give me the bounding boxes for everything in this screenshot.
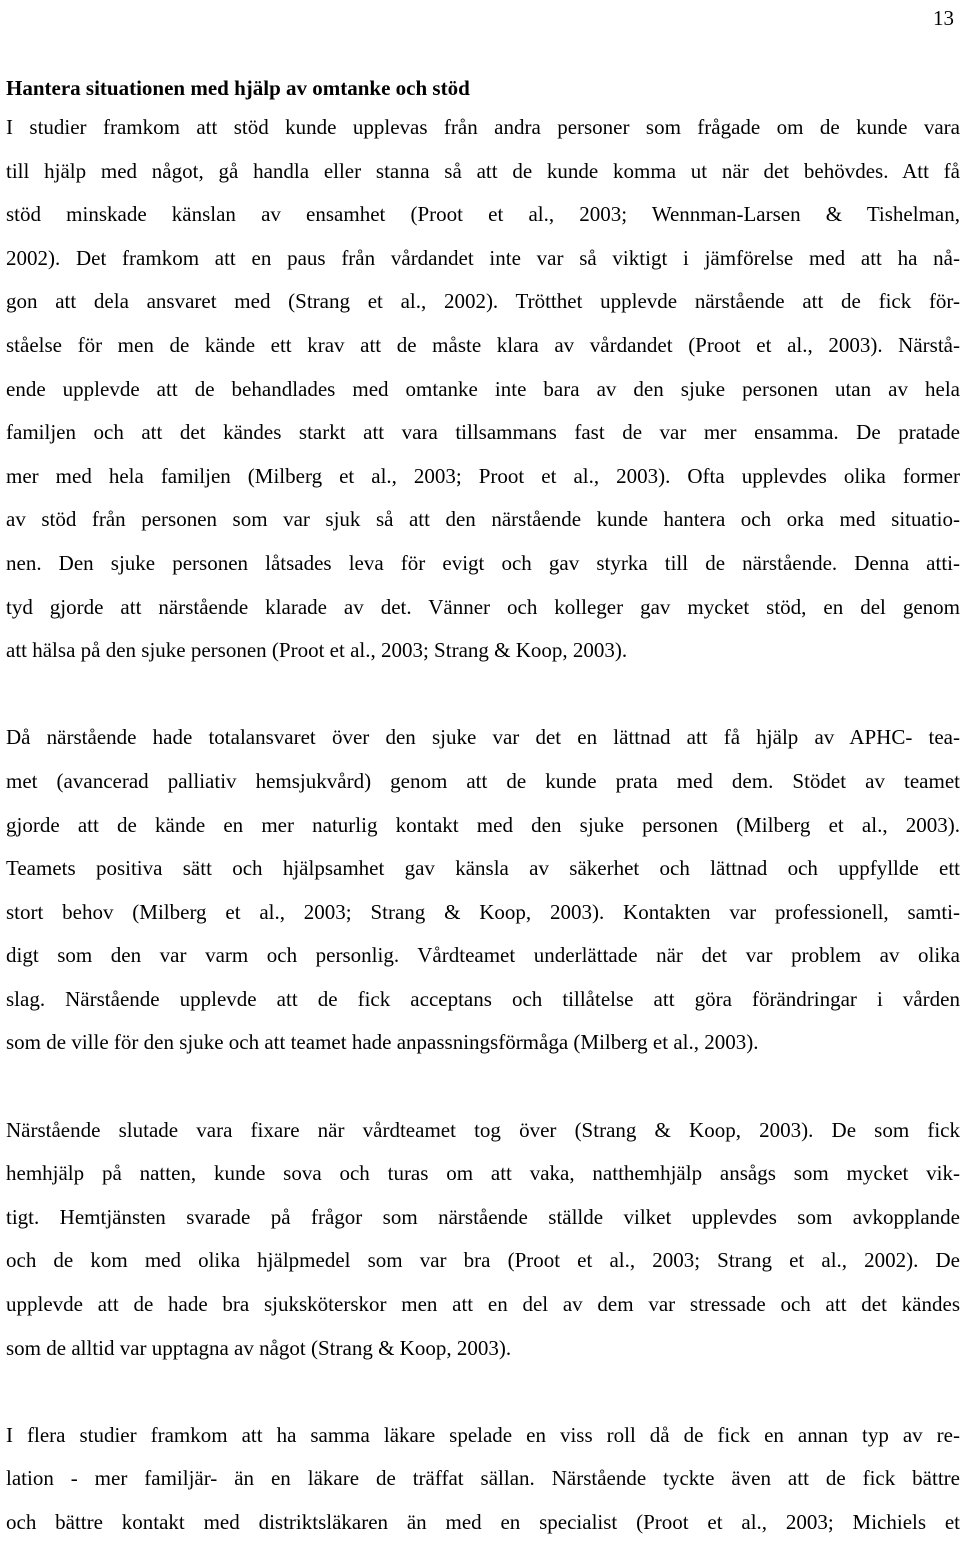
text-line: gon att dela ansvaret med (Strang et al., 2002). Trötthet upplevde närstående att de fick för- xyxy=(6,289,960,314)
paragraph-4 xyxy=(6,1414,960,1545)
text-line: lation - mer familjär- än en läkare de träffat sällan. Närstående tyckte även att de fick bättre xyxy=(6,1466,960,1491)
section-heading: Hantera situationen med hjälp av omtanke och stöd xyxy=(6,76,470,100)
text-line: tyd gjorde att närstående klarade av det. Vänner och kolleger gav mycket stöd, en del genom xyxy=(6,594,960,619)
text-line: mer med hela familjen (Milberg et al., 2003; Proot et al., 2003). Ofta upplevdes olika former xyxy=(6,463,960,488)
text-line: stöd minskade känslan av ensamhet (Proot et al., 2003; Wennman-Larsen & Tishelman, xyxy=(6,202,960,227)
text-line: I studier framkom att stöd kunde upplevas från andra personer som frågade om de kunde vara xyxy=(6,115,960,139)
document-body xyxy=(6,70,960,1545)
text-line: Närstående slutade vara fixare när vårdteamet tog över (Strang & Koop, 2003). De som fick xyxy=(6,1117,960,1142)
text-line: som de ville för den sjuke och att teamet hade anpassningsförmåga (Milberg et al., 2003). xyxy=(6,1030,759,1055)
text-line: stort behov (Milberg et al., 2003; Strang & Koop, 2003). Kontakten var professionell, samti- xyxy=(6,899,960,924)
paragraph-3 xyxy=(6,1109,960,1371)
paragraph-2 xyxy=(6,716,960,1065)
text-line: av stöd från personen som var sjuk så att den närstående kunde hantera och orka med situatio- xyxy=(6,507,960,532)
text-line: och bättre kontakt med distriktsläkaren än med en specialist (Proot et al., 2003; Michiels et xyxy=(6,1510,960,1534)
text-line: hemhjälp på natten, kunde sova och turas om att vaka, natthemhjälp ansågs som mycket vik- xyxy=(6,1161,960,1186)
text-line: met (avancerad palliativ hemsjukvård) genom att de kunde prata med dem. Stödet av teamet xyxy=(6,768,960,793)
text-line: att hälsa på den sjuke personen (Proot et al., 2003; Strang & Koop, 2003). xyxy=(6,638,628,663)
text-line: digt som den var varm och personlig. Vårdteamet underlättade när det var problem av olika xyxy=(6,943,960,968)
text-line: ståelse för men de kände ett krav att de måste klara av vårdandet (Proot et al., 2003). Närstå- xyxy=(6,332,960,357)
text-line: 2002). Det framkom att en paus från vårdandet inte var så viktigt i jämförelse med att ha nå- xyxy=(6,245,960,270)
text-line: Teamets positiva sätt och hjälpsamhet gav känsla av säkerhet och lättnad och uppfyllde ett xyxy=(6,856,960,881)
text-line: till hjälp med något, gå handla eller stanna så att de kunde komma ut när det behövdes. Att få xyxy=(6,158,960,183)
text-line: I flera studier framkom att ha samma läkare spelade en viss roll då de fick en annan typ av re- xyxy=(6,1422,960,1447)
text-line: familjen och att det kändes starkt att vara tillsammans fast de var mer ensamma. De pratade xyxy=(6,420,960,445)
text-line: upplevde att de hade bra sjuksköterskor men att en del av dem var stressade och att det kändes xyxy=(6,1292,960,1317)
paragraph-1 xyxy=(6,106,960,673)
paragraph-spacer xyxy=(6,1065,960,1109)
text-line: nen. Den sjuke personen låtsades leva för evigt och gav styrka till de närstående. Denna atti- xyxy=(6,550,960,575)
text-line: tigt. Hemtjänsten svarade på frågor som närstående ställde vilket upplevdes som avkopplande xyxy=(6,1204,960,1229)
text-line: gjorde att de kände en mer naturlig kontakt med den sjuke personen (Milberg et al., 2003). xyxy=(6,812,960,837)
paragraph-spacer xyxy=(6,1370,960,1414)
paragraph-spacer xyxy=(6,673,960,717)
text-line: och de kom med olika hjälpmedel som var bra (Proot et al., 2003; Strang et al., 2002). De xyxy=(6,1248,960,1273)
text-line: Då närstående hade totalansvaret över den sjuke var det en lättnad att få hjälp av APHC- tea- xyxy=(6,725,960,750)
page-number: 13 xyxy=(933,6,954,30)
text-line: som de alltid var upptagna av något (Strang & Koop, 2003). xyxy=(6,1335,512,1360)
text-line: ende upplevde att de behandlades med omtanke inte bara av den sjuke personen utan av hela xyxy=(6,376,960,401)
text-line: slag. Närstående upplevde att de fick acceptans och tillåtelse att göra förändringar i vården xyxy=(6,986,960,1011)
